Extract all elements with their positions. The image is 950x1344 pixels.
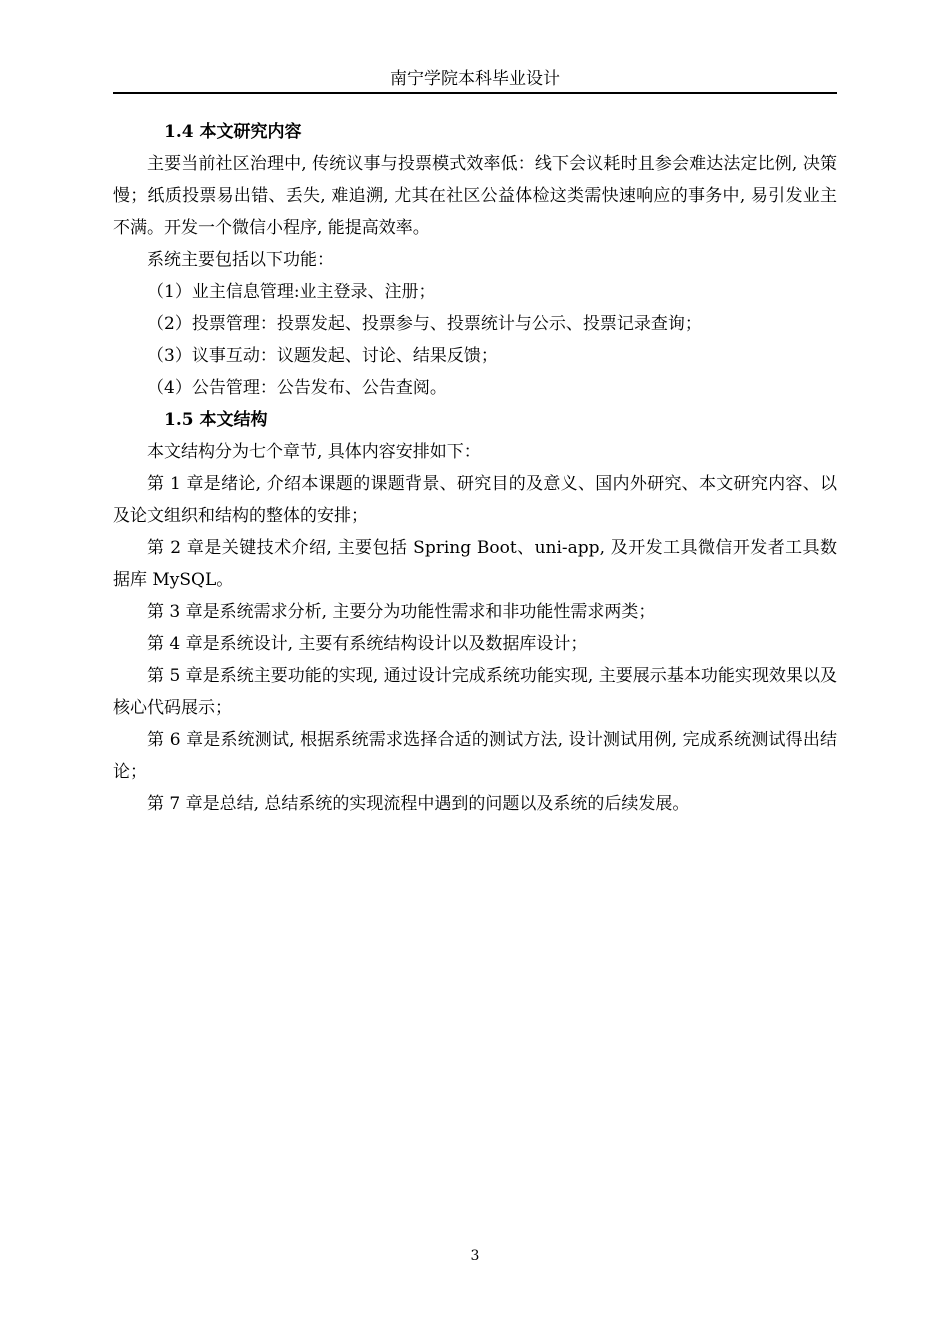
document-body [113,116,837,820]
research-content-paragraph: 主要当前社区治理中, 传统议事与投票模式效率低：线下会议耗时且参会难达法定比例, 决策慢；纸质投票易出错、丢失, 难追溯, 尤其在社区公益体检这类需快速响应的事务中, 易引发业主不满。开发一个微信小程序, 能提高效率。 [113,154,837,238]
functions-intro: 系统主要包括以下功能： [147,250,334,270]
chapter-item-3: 第 3 章是系统需求分析, 主要分为功能性需求和非功能性需求两类； [147,602,656,622]
section-heading-1-4: 1.4 本文研究内容 [164,122,302,142]
chapter-item-4: 第 4 章是系统设计, 主要有系统结构设计以及数据库设计； [147,634,588,654]
chapter-item-1: 第 1 章是绪论, 介绍本课题的课题背景、研究目的及意义、国内外研究、本文研究内容、以及论文组织和结构的整体的安排； [113,474,837,526]
function-item-3: （3）议事互动：议题发起、讨论、结果反馈； [147,346,498,366]
chapter-item-7: 第 7 章是总结, 总结系统的实现流程中遇到的问题以及系统的后续发展。 [147,794,690,814]
section-heading-1-5: 1.5 本文结构 [164,410,268,430]
page-header [113,66,837,94]
chapter-item-6: 第 6 章是系统测试, 根据系统需求选择合适的测试方法, 设计测试用例, 完成系统测试得出结论； [113,730,837,782]
function-item-2: （2）投票管理：投票发起、投票参与、投票统计与公示、投票记录查询； [147,314,702,334]
function-item-1: （1）业主信息管理:业主登录、注册； [147,282,436,302]
header-title: 南宁学院本科毕业设计 [390,69,560,89]
structure-intro: 本文结构分为七个章节, 具体内容安排如下： [147,442,481,462]
chapter-item-5: 第 5 章是系统主要功能的实现, 通过设计完成系统功能实现, 主要展示基本功能实现效果以及核心代码展示； [113,666,837,718]
function-item-4: （4）公告管理：公告发布、公告查阅。 [147,378,447,398]
chapter-item-2: 第 2 章是关键技术介绍, 主要包括 Spring Boot、uni-app, 及开发工具微信开发者工具数据库 MySQL。 [113,538,837,590]
page-number: 3 [470,1248,480,1264]
